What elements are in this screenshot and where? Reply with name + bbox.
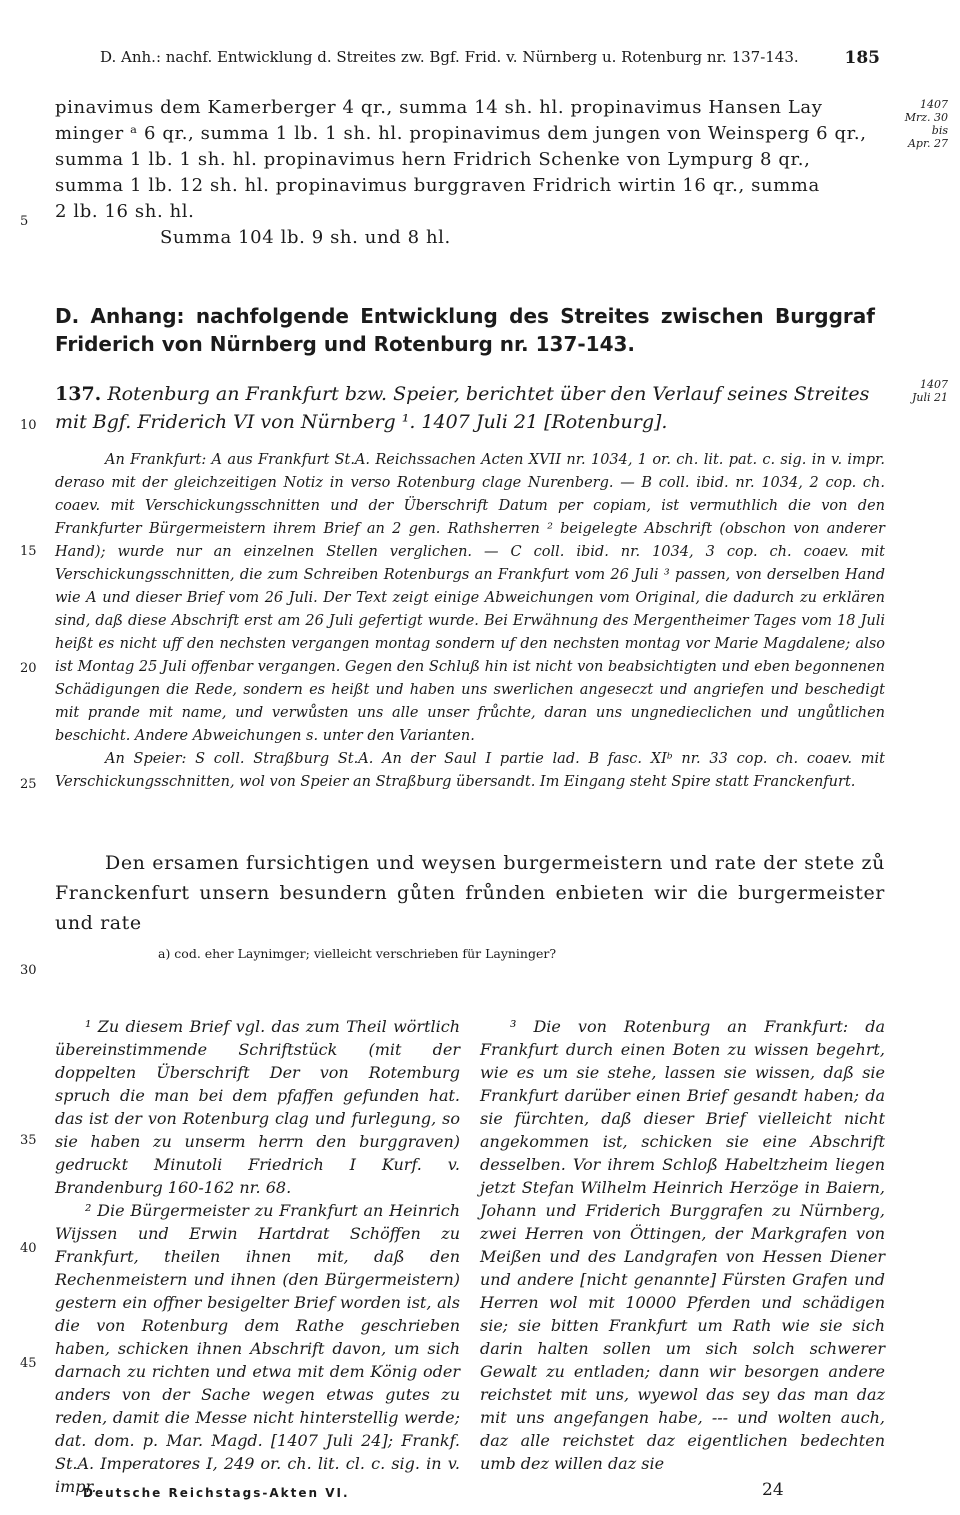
margin-note-line: Juli 21 [911,391,948,404]
section-title: D. Anhang: nachfolgende Entwicklung des Streites zwischen Burggraf Friderich von Nürnberg und Rotenburg nr. 137-143. [55,304,875,356]
footnotes-left-column [55,1015,460,1498]
line-number: 25 [20,777,37,792]
document-title: Rotenburg an Frankfurt bzw. Speier, berichtet über den Verlauf seines Streites mit Bgf. Friderich VI von Nürnberg ¹. 1407 Juli 21 [Rotenburg]. [55,383,870,433]
margin-date-note-doc [878,378,948,404]
margin-note-line: bis [931,124,948,137]
footnote: ² Die Bürgermeister zu Frankfurt an Heinrich Wijssen und Erwin Hartdrat Schöffen zu Frankfurt, theilen ihnen mit, daß den Rechenmeistern und ihnen (den Bürgermeistern) gestern ein offner besigelter Brief worden ist, als die von Rotenburg dem Rathe geschrieben haben, schicken ihnen Abschrift davon, um sich darnach zu richten und etwa mit dem König oder anders von der Sache wegen etwas gutes zu reden, damit die Messe nicht hinterstellig werde; dat. dom. p. Mar. Magd. [1407 Juli 24]; Frankf. St.A. Imperatores I, 249 or. ch. lit. cl. c. sig. in v. impr. [55,1201,460,1496]
line-number: 35 [20,1133,37,1148]
sheet-number: 24 [762,1480,784,1500]
line-number: 30 [20,963,37,978]
line-number: 40 [20,1241,37,1256]
letter-salutation: Den ersamen fursichtigen und weysen burgermeistern und rate der stete zů Franckenfurt unsern besundern gůten frůnden enbieten wir die burgermeister und rate [55,852,885,934]
line-number: 20 [20,661,37,676]
apparatus-paragraph: An Frankfurt: A aus Frankfurt St.A. Reichssachen Acten XVII nr. 1034, 1 or. ch. lit. pat. c. sig. in v. impr. deraso mit der gleichzeitigen Notiz in verso Rotenburg clage Nurenberg. — B coll. ibid. nr. 1034, 2 cop. ch. coaev. mit Verschickungsschnitten und der Überschrift Datum per copiam, ist vermuthlich die von den Frankfurter Bürgermeistern ihrem Brief an 2 gen. Rathsherren ² beigelegte Abschrift (obschon von anderer Hand); wurde nur an einzelnen Stellen verglichen. — C coll. ibid. nr. 1034, 3 cop. ch. coaev. mit Verschickungsschnitten, die zum Schreiben Rotenburgs an Frankfurt vom 26 Juli ³ passen, von derselben Hand wie A und dieser Brief vom 26 Juli. Der Text zeigt einige Abweichungen vom Original, die dadurch zu erklären sind, daß diese Abschrift erst am 26 Juli gefertigt wurde. Bei Erwähnung des Mergentheimer Tages vom 18 Juli heißt es nicht uff den nechsten vergangen montag sondern uf den nechsten montag vor Marie Magdalene; also ist Montag 25 Juli offenbar vergangen. Gegen den Schluß hin ist nicht von beabsichtigten und eben begonnenen Schädigungen die Rede, sondern es heißt und haben uns swerlichen angeseczt und angriefen und beschedigt mit prande mit name, und verwůsten uns alle unser frůchte, daran uns ungnedieclichen und ungůtlichen beschicht. Andere Abweichungen s. unter den Varianten. [55,452,885,744]
margin-note-line: 1407 [920,378,948,391]
text-line: pinavimus dem Kamerberger 4 qr., summa 14 sh. hl. propinavimus Hansen Lay [55,97,823,118]
running-header [100,48,880,68]
text-line: minger ᵃ 6 qr., summa 1 lb. 1 sh. hl. propinavimus dem jungen von Weinsperg 6 qr., [55,123,867,144]
line-number: 5 [20,214,29,229]
line-number: 45 [20,1356,37,1371]
margin-note-line: Apr. 27 [907,137,948,150]
signature-line: Deutsche Reichstags-Akten VI. [83,1486,350,1500]
margin-note-line: 1407 [920,98,948,111]
document-number: 137. [55,383,102,405]
line-number: 15 [20,544,37,559]
footnotes-right-column [480,1015,885,1475]
footnote: ¹ Zu diesem Brief vgl. das zum Theil wörtlich übereinstimmende Schriftstück (mit der doppelten Überschrift Der von Rotemburg spruch die man bei dem pfaffen gefunden hat. das ist der von Rotenburg clag und furlegung, so sie haben zu unserm herrn den burggraven) gedruckt Minutoli Friedrich I Kurf. v. Brandenburg 160-162 nr. 68. [55,1017,460,1197]
footnote: ³ Die von Rotenburg an Frankfurt: da Frankfurt durch einen Boten zu wissen begehrt, wie es um sie stehe, lassen sie wissen, daß sie Frankfurt darüber einen Brief gesandt haben; da sie fürchten, daß dieser Brief vielleicht nicht angekommen ist, schicken sie eine Abschrift desselben. Vor ihrem Schloß Habeltzheim liegen jetzt Stefan Wilhelm Heinrich Herzöge in Baiern, Johann und Friderich Burggrafen zu Nürnberg, zwei Herren von Öttingen, der Markgrafen von Meißen und des Landgrafen von Hessen Diener und andere [nicht genannte] Fürsten Grafen und Herren wol mit 10000 Pferden und schädigen sie; sie bitten Frankfurt um Rath wie sie sich darin halten sollen um sich solch schwerer Gewalt zu entladen; dann wir besorgen andere reichstet mit uns, wyewol das sey das man daz mit uns angefangen habe, --- und wolten auch, daz alle reichstet daz eigentlichen bedechten umb dez willen daz sie [480,1017,885,1473]
text-line: 2 lb. 16 sh. hl. [55,201,195,222]
text-line: summa 1 lb. 12 sh. hl. propinavimus burggraven Fridrich wirtin 16 qr., summa [55,175,820,196]
variant-note: a) cod. eher Laynimger; vielleicht verschrieben für Layninger? [158,946,557,961]
apparatus-paragraph: An Speier: S coll. Straßburg St.A. An der Saul I partie lad. B fasc. XIᵇ nr. 33 cop. ch. coaev. mit Verschickungsschnitten, wol von Speier an Straßburg übersandt. Im Eingang steht Spire statt Franckenfurt. [55,751,885,790]
summa-line: Summa 104 lb. 9 sh. und 8 hl. [160,227,451,248]
letter-text [55,848,885,938]
margin-note-line: Mrz. 30 [904,111,948,124]
running-head-text: D. Anh.: nachf. Entwicklung d. Streites zw. Bgf. Frid. v. Nürnberg u. Rotenburg nr. 137-143. [100,48,799,66]
line-number: 10 [20,418,37,433]
document-heading [55,380,885,436]
critical-apparatus [55,449,885,794]
text-line: summa 1 lb. 1 sh. hl. propinavimus hern Fridrich Schenke von Lympurg 8 qr., [55,149,811,170]
page-number: 185 [844,48,880,68]
margin-date-note-top [878,98,948,150]
